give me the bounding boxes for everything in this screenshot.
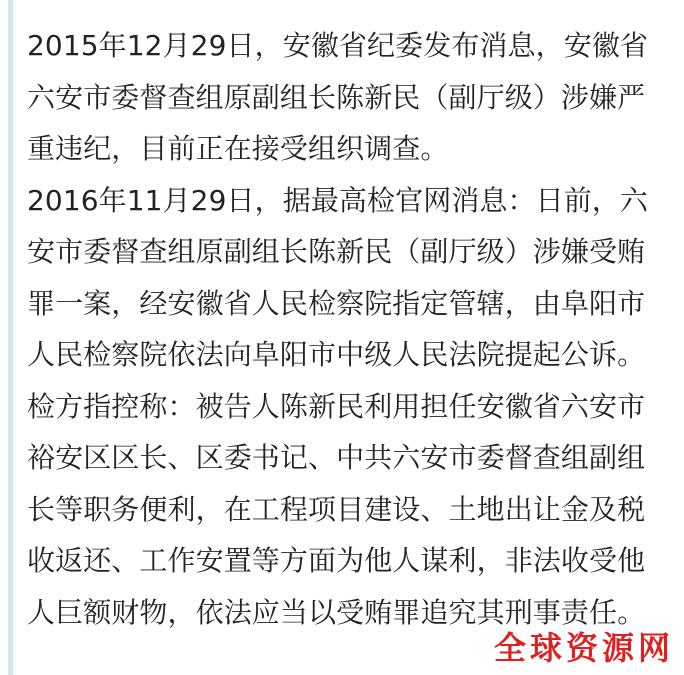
article-body [27,20,667,638]
paragraph-indictment: 检方指控称：被告人陈新民利用担任安徽省六安市裕安区区长、区委书记、中共六安市委督查组副组长等职务便利，在工程项目建设、土地出让金及税收返还、工作安置等方面为他人谋利，非法收受他人巨额财物，依法应当以受贿罪追究其刑事责任。 [27,389,646,629]
paragraph-prosecution: 2016年11月29日，据最高检官网消息：日前，六安市委督查组原副组长陈新民（副厅级）涉嫌受贿罪一案，经安徽省人民检察院指定管辖，由阜阳市人民检察院依法向阜阳市中级人民法院提起公诉。 [27,183,649,371]
quote-left-bar [8,0,13,675]
paragraph-investigation: 2015年12月29日，安徽省纪委发布消息，安徽省六安市委督查组原副组长陈新民（副厅级）涉嫌严重违纪，目前正在接受组织调查。 [27,29,649,165]
watermark-logo: 全球资源网 [493,629,674,667]
